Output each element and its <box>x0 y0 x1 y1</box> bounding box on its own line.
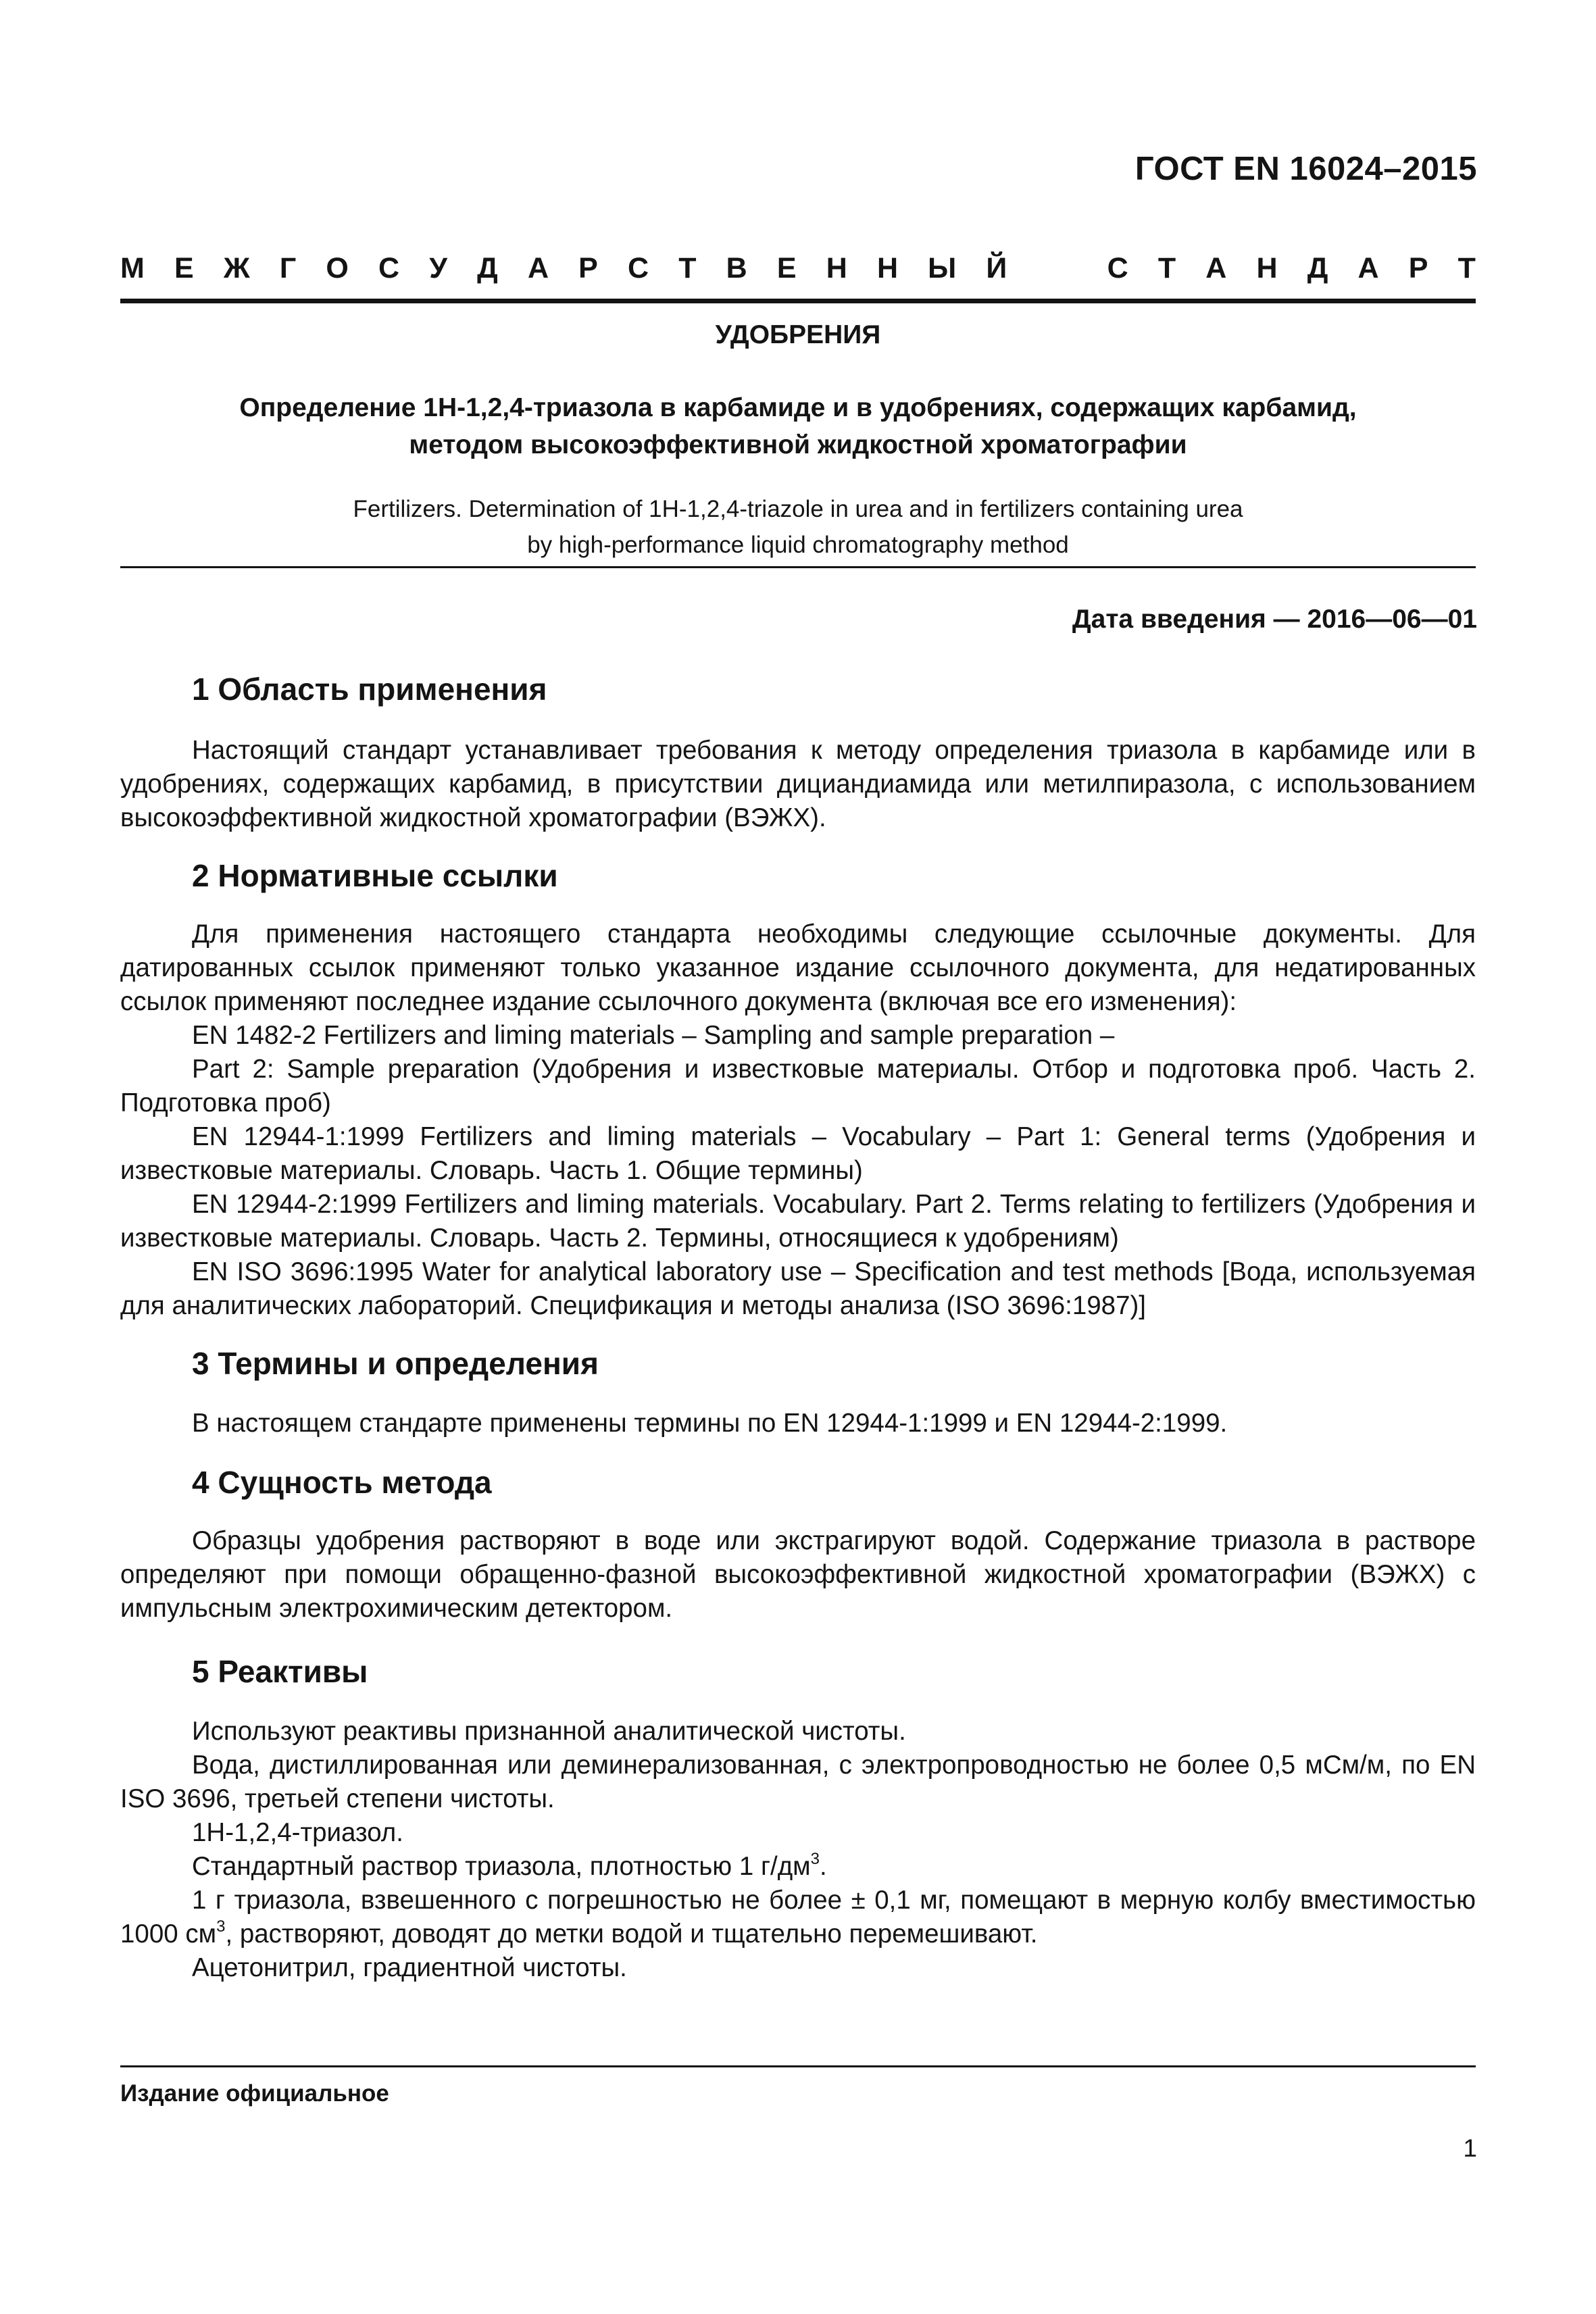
paragraph: Настоящий стандарт устанавливает требования к методу определения триазола в карбамиде или в удобрениях, содержащих карбамид, в присутствии дициандиамида или метилпиразола, с использованием высокоэффективной жидкостной хроматографии (ВЭЖХ). <box>120 736 1476 832</box>
letter: М <box>120 252 145 284</box>
english-title-line: by high-performance liquid chromatography method <box>527 532 1069 558</box>
text-run: 1 г триазола, взвешенного с погрешностью не более ± 0,1 мг, помещают в мерную колбу вместимостью 1000 см <box>120 1886 1476 1948</box>
letter: Н <box>826 252 847 284</box>
document-body <box>120 669 1476 1985</box>
superscript: 3 <box>216 1917 226 1936</box>
letter: О <box>326 252 349 284</box>
text-run: . <box>820 1852 827 1881</box>
paragraph <box>120 1850 1476 1884</box>
letter: Ж <box>223 252 250 284</box>
letter: С <box>1107 252 1128 284</box>
footer-divider <box>120 2065 1476 2067</box>
letter: Т <box>1457 252 1476 284</box>
english-title-line: Fertilizers. Determination of 1H-1,2,4-triazole in urea and in fertilizers containing urea <box>353 496 1243 522</box>
section-heading: 2 Нормативные ссылки <box>192 858 558 893</box>
letter: С <box>378 252 400 284</box>
paragraph: 1Н-1,2,4-триазол. <box>192 1818 403 1847</box>
reference-item: EN 12944-1:1999 Fertilizers and liming materials – Vocabulary – Part 1: General terms (Удобрения и известковые материалы. Словарь. Часть 1. Общие термины) <box>120 1122 1476 1185</box>
letter: В <box>726 252 747 284</box>
reference-item: Part 2: Sample preparation (Удобрения и известковые материалы. Отбор и подготовка проб. Часть 2. Подготовка проб) <box>120 1055 1476 1117</box>
russian-title <box>120 389 1476 463</box>
letter: Т <box>678 252 697 284</box>
russian-title-line: Определение 1Н-1,2,4-триазола в карбамиде и в удобрениях, содержащих карбамид, <box>239 393 1357 422</box>
text-run: Стандартный раствор триазола, плотностью 1 г/дм <box>192 1852 811 1881</box>
paragraph: Вода, дистиллированная или деминерализованная, с электропроводностью не более 0,5 мСм/м, по EN ISO 3696, третьей степени чистоты. <box>120 1751 1476 1813</box>
paragraph: Ацетонитрил, градиентной чистоты. <box>192 1953 627 1982</box>
russian-title-line: методом высокоэффективной жидкостной хроматографии <box>409 430 1187 459</box>
title-divider <box>120 566 1476 568</box>
letter: Ы <box>928 252 957 284</box>
standard-group-title: УДОБРЕНИЯ <box>715 320 881 349</box>
paragraph: Используют реактивы признанной аналитической чистоты. <box>192 1717 906 1746</box>
letter: Н <box>876 252 898 284</box>
reference-item: EN ISO 3696:1995 Water for analytical laboratory use – Specification and test methods [Вода, используемая для аналитических лабораторий. Спецификация и методы анализа (ISO 3696:1987)] <box>120 1257 1476 1320</box>
section-heading: 1 Область применения <box>192 672 547 707</box>
section-heading: 3 Термины и определения <box>192 1346 599 1381</box>
letter: А <box>527 252 549 284</box>
paragraph <box>120 1884 1476 1951</box>
text-run: , растворяют, доводят до метки водой и тщательно перемешивают. <box>225 1919 1038 1948</box>
superscript: 3 <box>810 1850 820 1868</box>
letter: Г <box>279 252 297 284</box>
letter: Н <box>1256 252 1278 284</box>
letter: Й <box>986 252 1007 284</box>
official-edition-label: Издание официальное <box>120 2080 389 2107</box>
introduction-date: Дата введения — 2016—06—01 <box>1072 605 1477 634</box>
page-number: 1 <box>1463 2134 1477 2162</box>
letter: У <box>429 252 447 284</box>
letter: Д <box>477 252 498 284</box>
english-title <box>120 491 1476 563</box>
letter: Р <box>1408 252 1428 284</box>
letter: А <box>1357 252 1379 284</box>
letter: Е <box>174 252 194 284</box>
reference-item: EN 1482-2 Fertilizers and liming materials – Sampling and sample preparation – <box>192 1021 1115 1050</box>
letter: Е <box>776 252 797 284</box>
paragraph: Для применения настоящего стандарта необходимы следующие ссылочные документы. Для датированных ссылок применяют только указанное издание ссылочного документа, для недатированных ссылок применяют последнее издание ссылочного документа (включая все его изменения): <box>120 920 1476 1016</box>
letter: А <box>1205 252 1227 284</box>
section-heading: 4 Сущность метода <box>192 1465 492 1500</box>
letter: Р <box>578 252 598 284</box>
standard-code: ГОСТ EN 16024–2015 <box>1134 151 1477 187</box>
letter: Д <box>1307 252 1328 284</box>
header-divider <box>120 299 1476 303</box>
letter: Т <box>1157 252 1176 284</box>
letter: С <box>628 252 649 284</box>
interstate-standard-banner <box>120 252 1476 285</box>
reference-item: EN 12944-2:1999 Fertilizers and liming materials. Vocabulary. Part 2. Terms relating to fertilizers (Удобрения и известковые материалы. Словарь. Часть 2. Термины, относящиеся к удобрениям) <box>120 1190 1476 1253</box>
section-heading: 5 Реактивы <box>192 1654 368 1689</box>
paragraph: Образцы удобрения растворяют в воде или экстрагируют водой. Содержание триазола в растворе определяют при помощи обращенно-фазной высокоэффективной жидкостной хроматографии (ВЭЖХ) с импульсным электрохимическим детектором. <box>120 1526 1476 1623</box>
paragraph: В настоящем стандарте применены термины по EN 12944-1:1999 и EN 12944-2:1999. <box>192 1409 1228 1438</box>
